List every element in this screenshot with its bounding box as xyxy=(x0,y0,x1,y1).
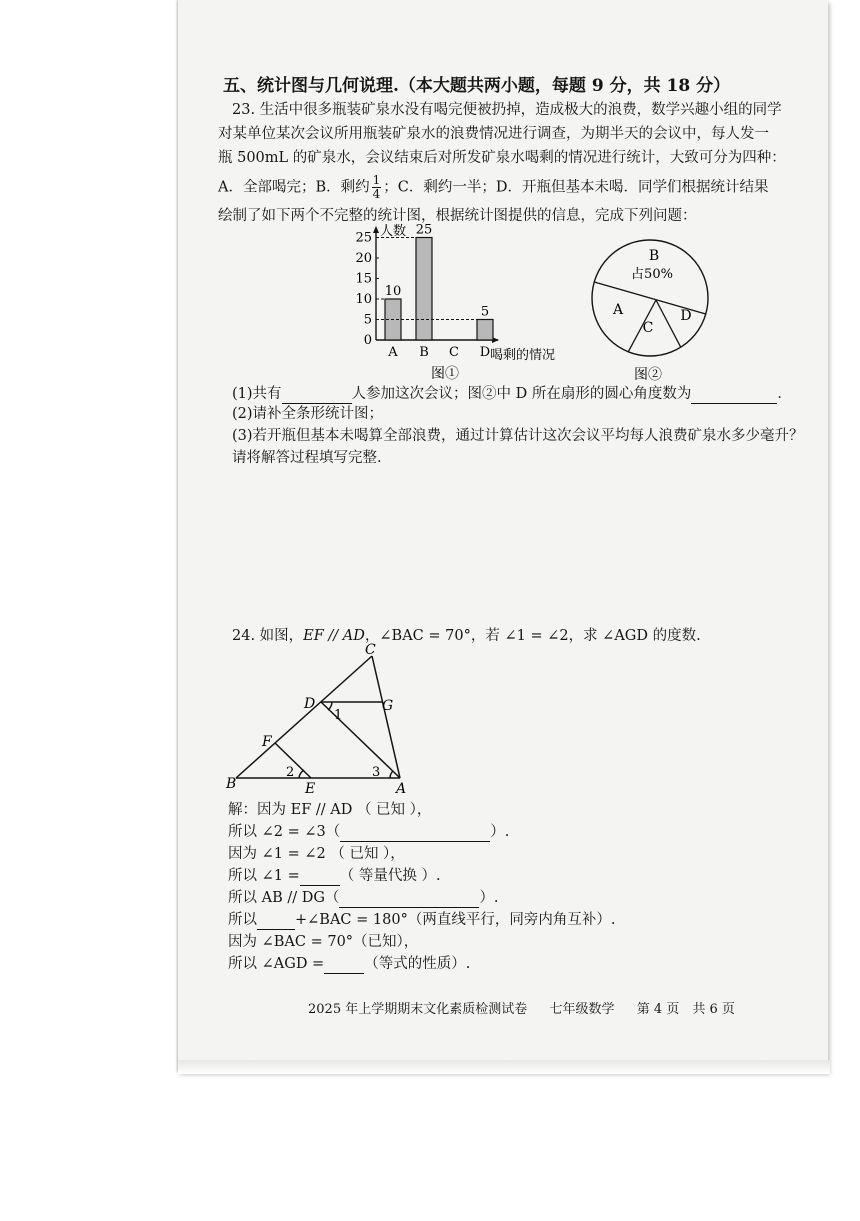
y-tick-label: 25 xyxy=(355,230,372,246)
solution-line-7: 因为 ∠BAC = 70°（已知）， xyxy=(228,934,419,950)
pie-chart xyxy=(582,236,722,386)
fraction-denominator: 4 xyxy=(372,187,381,201)
bar-b xyxy=(416,238,432,341)
label-f: F xyxy=(262,734,272,750)
pie-slice-label-a: A xyxy=(612,302,624,318)
answer-blank-angle-1[interactable] xyxy=(300,869,340,886)
page-footer xyxy=(308,1000,735,1020)
q23-intro-line1: 23. 生活中很多瓶装矿泉水没有喝完便被扔掉，造成极大的浪费，数学兴趣小组的同学 xyxy=(232,102,782,118)
label-angle-1: 1 xyxy=(334,708,343,723)
solution-line-8 xyxy=(228,954,470,974)
label-d: D xyxy=(304,696,316,712)
bar-d xyxy=(477,320,493,341)
label-angle-2: 2 xyxy=(286,765,295,780)
pie-slice-label-c: C xyxy=(642,320,654,336)
y-tick-label: 10 xyxy=(355,292,372,307)
q23-sub1-end: ． xyxy=(777,386,792,402)
data-label-b: 25 xyxy=(415,222,433,238)
solution-line-6-tail: +∠BAC = 180°（两直线平行，同旁内角互补）. xyxy=(295,912,616,928)
y-axis-arrow xyxy=(373,226,379,233)
label-e: E xyxy=(305,781,316,797)
solution-line-8-text: 所以 ∠AGD = xyxy=(228,956,325,972)
y-axis-label: 人数 xyxy=(380,224,407,239)
answer-blank-angle-2[interactable] xyxy=(257,913,295,930)
angle-arc-2 xyxy=(299,770,304,778)
x-tick-label: A xyxy=(388,345,398,360)
y-tick-label: 5 xyxy=(363,312,372,328)
triangle-figure xyxy=(222,640,422,800)
q23-sub2: (2)请补全条形统计图； xyxy=(232,406,384,422)
chart-caption: 图① xyxy=(431,366,459,382)
pie-caption: 图② xyxy=(634,367,662,383)
q23-intro-line4: 绘制了如下两个不完整的统计图，根据统计图提供的信息，完成下列问题： xyxy=(218,208,697,224)
footer-grade: 七年级数学 xyxy=(549,1002,615,1017)
answer-blank-participants[interactable] xyxy=(282,387,352,404)
solution-line-4-text: 所以 ∠1 = xyxy=(228,868,300,884)
pie-slice-label-d: D xyxy=(680,308,692,324)
q23-options xyxy=(218,174,769,201)
section-title: 五、统计图与几何说理.（本大题共两小题，每题 9 分，共 18 分） xyxy=(223,76,731,96)
data-label-d: 5 xyxy=(480,304,490,320)
x-tick-label: D xyxy=(479,345,491,360)
footer-exam-title: 2025 年上学期期末文化素质检测试卷 xyxy=(308,1002,528,1017)
solution-line-5 xyxy=(228,888,499,908)
paper-edge xyxy=(178,1060,830,1074)
segment-bc xyxy=(236,656,372,778)
answer-blank-reason-2[interactable] xyxy=(339,891,479,908)
label-g: G xyxy=(382,698,394,714)
solution-line-4 xyxy=(228,866,441,886)
bar-chart xyxy=(340,222,590,382)
label-a: A xyxy=(396,781,407,797)
q23-sub3-line1: (3)若开瓶但基本未喝算全部浪费，通过计算估计这次会议平均每人浪费矿泉水多少毫升？ xyxy=(232,428,804,444)
footer-page-number: 第 4 页 共 6 页 xyxy=(636,1002,735,1017)
solution-line-6-text: 所以 xyxy=(228,912,257,928)
angle-arc-1 xyxy=(328,702,332,710)
q24-prompt-start: 24. 如图， xyxy=(232,628,304,644)
answer-blank-result[interactable] xyxy=(324,957,364,974)
q23-sub1-middle: 人参加这次会议；图②中 D 所在扇形的圆心角度数为 xyxy=(351,386,692,402)
solution-line-2 xyxy=(228,822,509,842)
solution-line-3: 因为 ∠1 = ∠2 （ 已知 ）， xyxy=(228,846,405,862)
label-angle-3: 3 xyxy=(372,765,381,780)
y-tick-label: 20 xyxy=(355,251,372,266)
solution-line-6 xyxy=(228,910,615,930)
solution-line-2-text: 所以 ∠2 = ∠3（ xyxy=(228,824,341,840)
segment-ca xyxy=(372,656,400,778)
q23-sub1-start: (1)共有 xyxy=(232,386,282,402)
x-tick-label: B xyxy=(419,345,429,360)
q24-prompt-condition: EF // AD xyxy=(303,628,365,644)
q24-prompt-end: ，∠BAC = 70°，若 ∠1 = ∠2，求 ∠AGD 的度数. xyxy=(364,628,701,644)
pie-slice-label-b: B xyxy=(648,248,660,264)
q23-intro-line3: 瓶 500mL 的矿泉水，会议结束后对所发矿泉水喝剩的情况进行统计，大致可分为四种： xyxy=(218,150,786,166)
pie-slice-note-b: 占50% xyxy=(631,267,673,282)
label-b: B xyxy=(226,776,237,792)
solution-line-2-tail: ）. xyxy=(490,824,510,840)
solution-line-5-tail: ）. xyxy=(479,890,499,906)
data-label-a: 10 xyxy=(384,284,402,299)
answer-blank-reason-1[interactable] xyxy=(340,825,490,842)
solution-line-1: 解：因为 EF // AD （ 已知 ）， xyxy=(228,802,432,818)
y-tick-label: 15 xyxy=(355,271,372,287)
solution-line-8-tail: （等式的性质）. xyxy=(364,956,471,972)
fraction-one-quarter xyxy=(372,174,382,201)
q23-sub3-line2: 请将解答过程填写完整. xyxy=(232,450,382,466)
answer-blank-angle[interactable] xyxy=(691,387,777,404)
q23-sub1 xyxy=(232,384,792,404)
angle-arc-3 xyxy=(390,771,393,778)
q23-options-a: A．全部喝完；B．剩约 xyxy=(218,179,370,196)
label-c: C xyxy=(365,642,376,658)
x-axis-label: 喝剩的情况 xyxy=(490,348,556,363)
q23-intro-line2: 对某单位某次会议所用瓶装矿泉水的浪费情况进行调查，为期半天的会议中，每人发一 xyxy=(218,126,769,142)
y-tick-label: 0 xyxy=(363,333,372,348)
x-tick-label: C xyxy=(449,345,459,360)
fraction-numerator: 1 xyxy=(372,173,381,187)
q23-options-rest: ；C．剩约一半；D．开瓶但基本未喝．同学们根据统计结果 xyxy=(383,179,769,196)
solution-line-4-tail: （ 等量代换 ）. xyxy=(339,868,441,884)
solution-line-5-text: 所以 AB // DG（ xyxy=(228,890,340,906)
